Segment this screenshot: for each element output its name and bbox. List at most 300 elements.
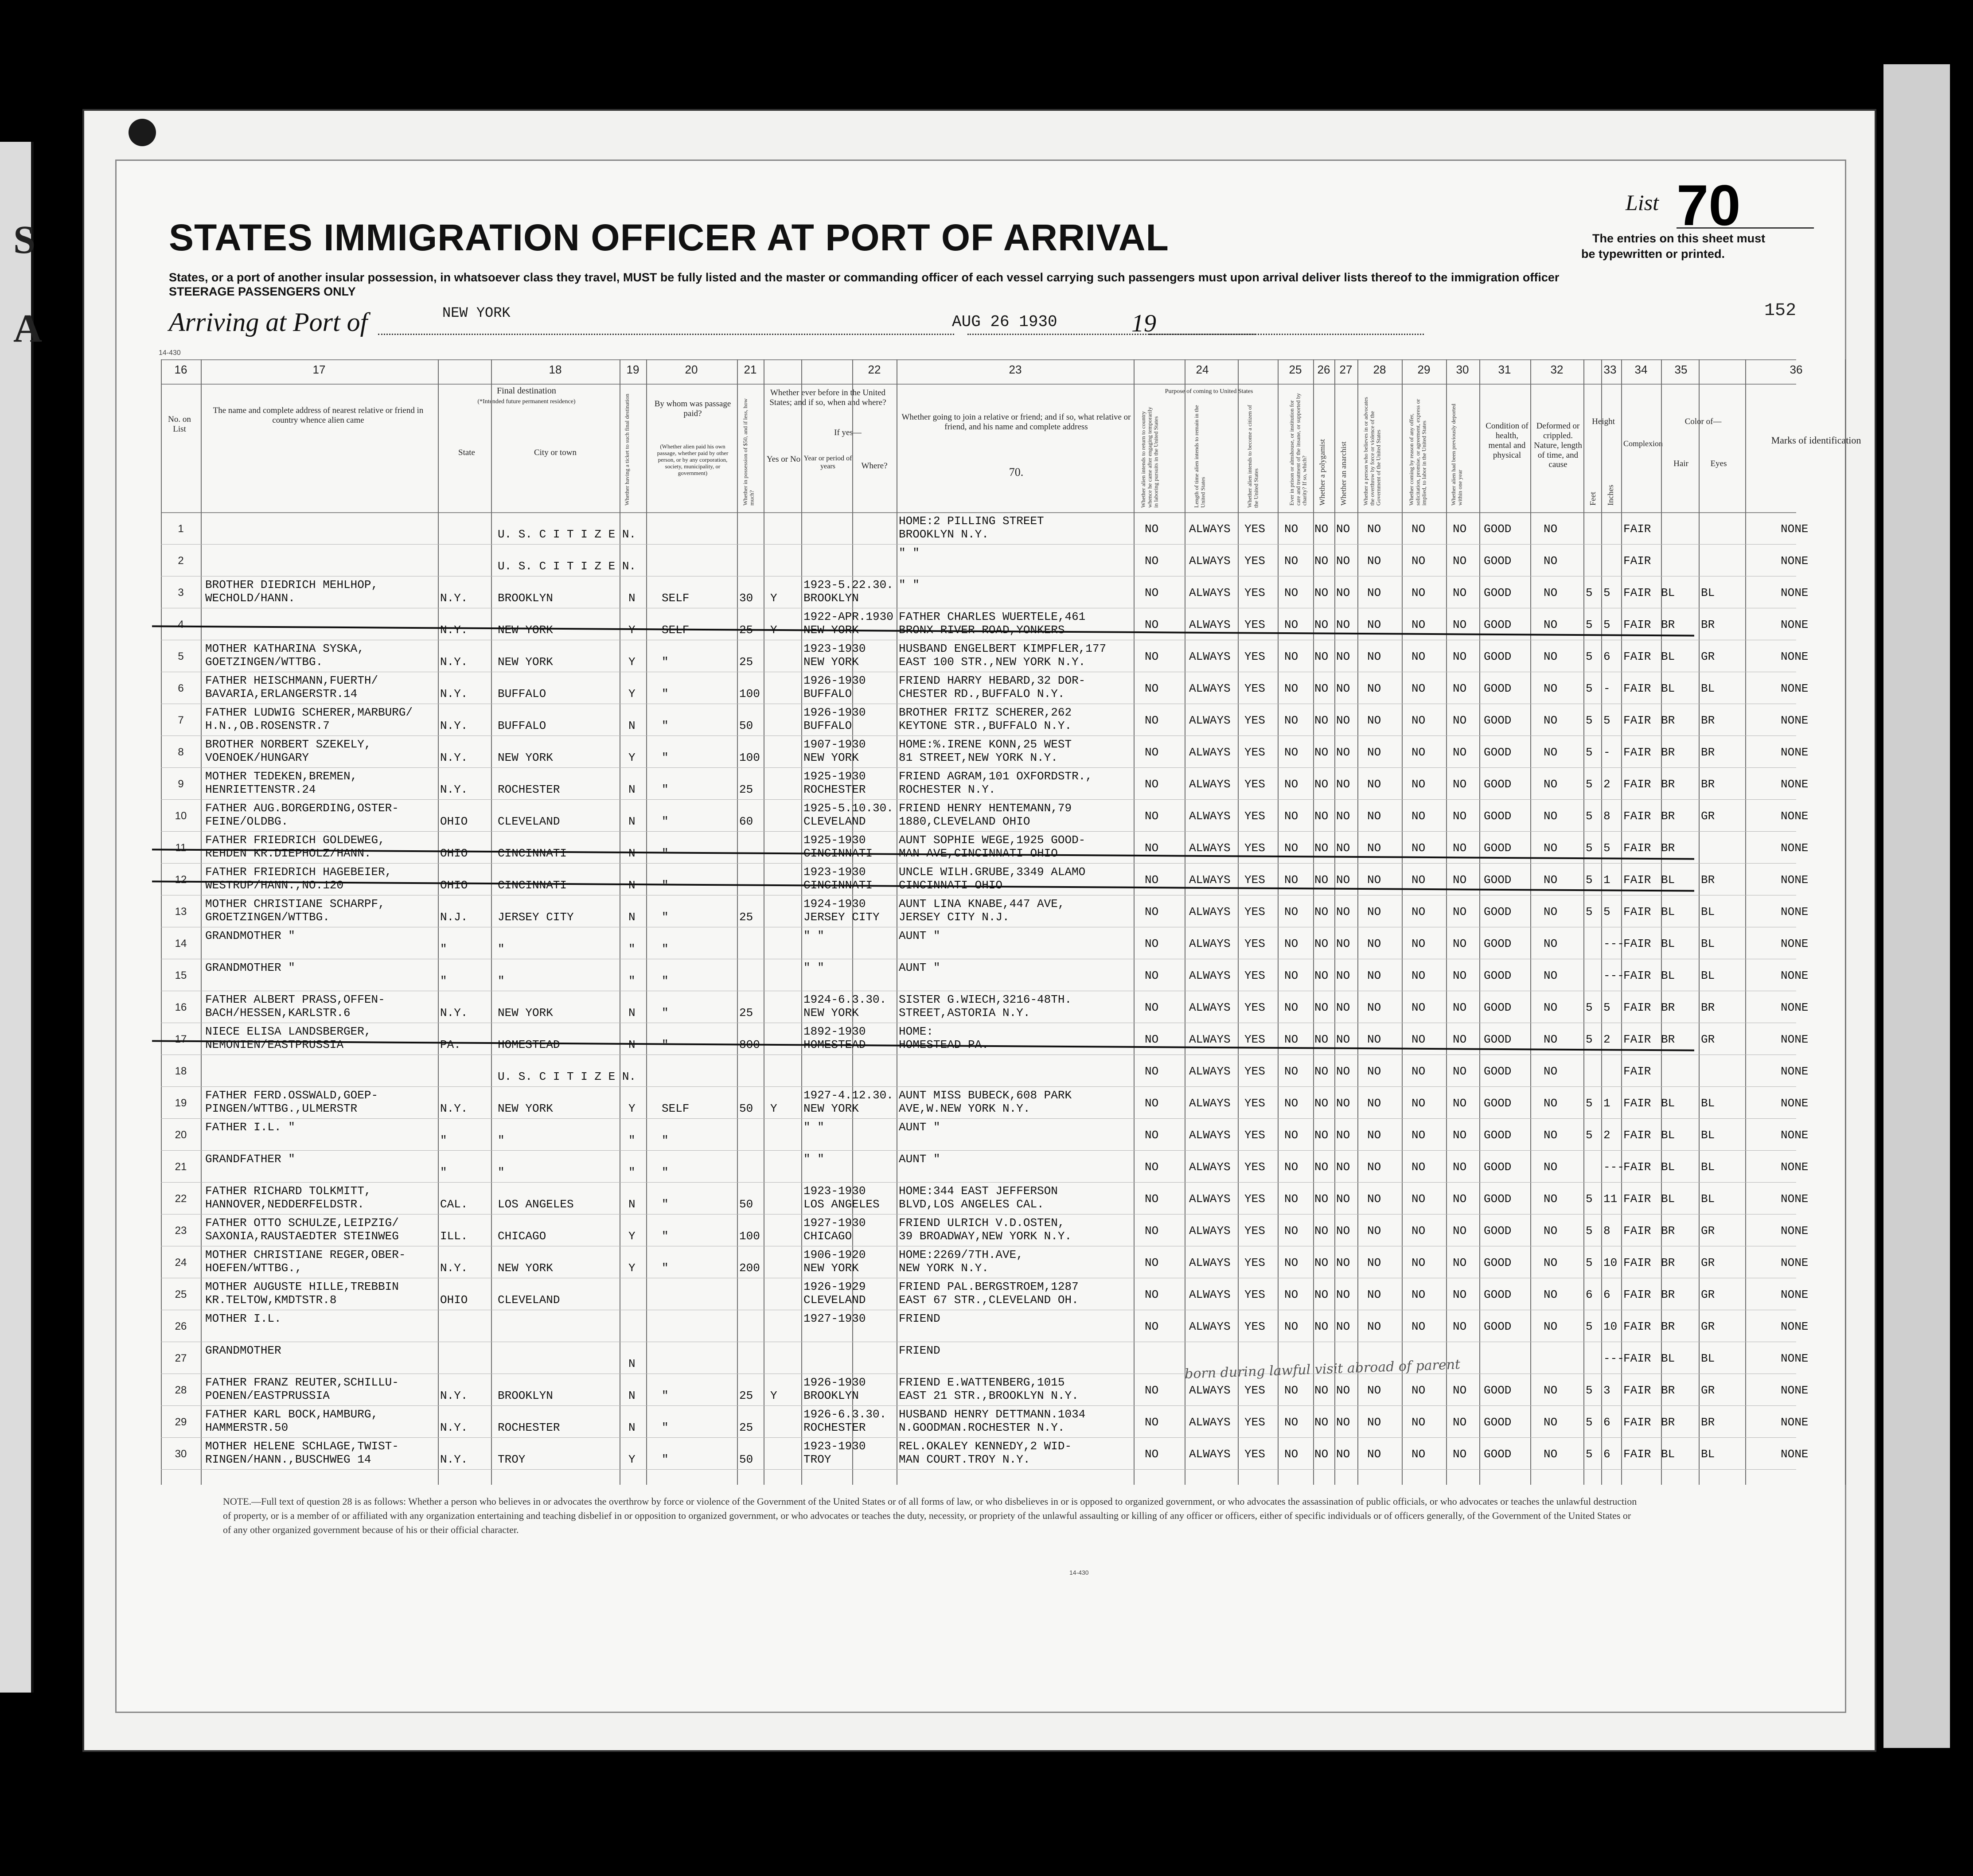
header-joining: Whether going to join a relative or friend; and if so, what relative or friend, and his name and complete address: [901, 413, 1131, 432]
cell-inches: ---: [1603, 1352, 1624, 1365]
cell-state: N.Y.: [440, 623, 468, 637]
cell-ret: NO: [1145, 586, 1159, 599]
cell-length: ALWAYS: [1189, 1320, 1231, 1333]
cell-cit: YES: [1244, 1097, 1265, 1110]
cell-rel1: FATHER AUG.BORGERDING,OSTER-: [205, 802, 399, 815]
header-color-of: Color of—: [1684, 417, 1722, 426]
cell-eyes: BR: [1701, 746, 1715, 759]
cell-rel2: REHDEN KR.DIEPHOLZ/HANN.: [205, 847, 371, 860]
cell-ticket: Y: [628, 1230, 636, 1243]
cell-c26: NO: [1314, 873, 1329, 887]
cell-marks: NONE: [1781, 1320, 1809, 1333]
cell-join2: EAST 67 STR.,CLEVELAND OH.: [899, 1293, 1079, 1307]
cell-c28: NO: [1367, 1160, 1381, 1174]
cell-city: BUFFALO: [498, 719, 546, 732]
column-number: 34: [1634, 363, 1648, 376]
table-row: [161, 1182, 1809, 1214]
cell-yr1: 1923-1930: [803, 642, 866, 655]
cell-money: 25: [739, 1006, 753, 1020]
row-number: 4: [178, 619, 184, 631]
cell-rel1: MOTHER CHRISTIANE SCHARPF,: [205, 897, 385, 911]
cell-health: GOOD: [1484, 586, 1512, 599]
column-number: 26: [1317, 363, 1330, 376]
cell-c27: NO: [1336, 618, 1350, 631]
cell-rel1: FATHER KARL BOCK,HAMBURG,: [205, 1408, 378, 1421]
cell-c28: NO: [1367, 1320, 1381, 1333]
header-purpose-sub: Whether alien intends to become a citizen of the United States: [1246, 405, 1259, 508]
cell-yr1: 1925-1930: [803, 833, 866, 847]
cell-cit: YES: [1244, 554, 1265, 568]
cell-feet: 5: [1586, 905, 1593, 919]
form-class-note: STEERAGE PASSENGERS ONLY: [169, 285, 356, 298]
cell-rel2: H.N.,OB.ROSENSTR.7: [205, 719, 330, 732]
cell-length: ALWAYS: [1189, 1256, 1231, 1269]
cell-paid: ": [662, 879, 669, 892]
cell-c27: NO: [1336, 1129, 1350, 1142]
port-of-arrival: NEW YORK: [442, 305, 511, 321]
cell-length: ALWAYS: [1189, 1065, 1231, 1078]
cell-hair: BR: [1661, 1384, 1675, 1397]
cell-c27: NO: [1336, 1416, 1350, 1429]
cell-paid: SELF: [662, 623, 690, 637]
column-number: 29: [1417, 363, 1431, 376]
cell-c27: NO: [1336, 554, 1350, 568]
cell-join2: EAST 21 STR.,BROOKLYN N.Y.: [899, 1389, 1079, 1402]
cell-deformed: NO: [1544, 682, 1558, 695]
cell-c30: NO: [1453, 746, 1467, 759]
cell-cit: YES: [1244, 810, 1265, 823]
cell-c30: NO: [1453, 810, 1467, 823]
cell-ret: NO: [1145, 1256, 1159, 1269]
cell-join1: FRIEND HENRY HENTEMANN,79: [899, 802, 1072, 815]
cell-feet: 5: [1586, 1097, 1593, 1110]
cell-c26: NO: [1314, 1256, 1329, 1269]
cell-complexion: FAIR: [1623, 1416, 1651, 1429]
cell-hair: BL: [1661, 969, 1675, 982]
cell-c25: NO: [1284, 554, 1298, 568]
cell-c30: NO: [1453, 937, 1467, 950]
cell-eyes: GR: [1701, 810, 1715, 823]
cell-c28: NO: [1367, 682, 1381, 695]
cell-c30: NO: [1453, 1416, 1467, 1429]
cell-join1: HOME:: [899, 1025, 934, 1038]
cell-city: LOS ANGELES: [498, 1198, 574, 1211]
row-number: 15: [175, 969, 187, 981]
cell-yr1: 1926-1929: [803, 1280, 866, 1293]
cell-c30: NO: [1453, 1129, 1467, 1142]
handwritten-annotation: born during lawful visit abroad of parent: [1184, 1357, 1461, 1382]
cell-c25: NO: [1284, 714, 1298, 727]
cell-join2: MAN AVE,CINCINNATI OHIO: [899, 847, 1058, 860]
column-number: 17: [312, 363, 326, 376]
cell-c29: NO: [1412, 1033, 1426, 1046]
cell-c29: NO: [1412, 937, 1426, 950]
cell-join2: CINCINNATI OHIO: [899, 879, 1003, 892]
cell-ret: NO: [1145, 1416, 1159, 1429]
cell-hair: BR: [1661, 1416, 1675, 1429]
cell-length: ALWAYS: [1189, 937, 1231, 950]
row-number: 3: [178, 587, 184, 599]
cell-hair: BL: [1661, 937, 1675, 950]
cell-yr2: BUFFALO: [803, 687, 852, 701]
cell-c27: NO: [1336, 1097, 1350, 1110]
cell-hair: BR: [1661, 1320, 1675, 1333]
cell-rel1: MOTHER I.L.: [205, 1312, 281, 1325]
cell-rel1: BROTHER NORBERT SZEKELY,: [205, 738, 371, 751]
cell-c30: NO: [1453, 1065, 1467, 1078]
cell-ticket: Y: [628, 623, 636, 637]
cell-yn: Y: [770, 1102, 777, 1115]
cell-join1: FATHER CHARLES WUERTELE,461: [899, 610, 1086, 623]
cell-health: GOOD: [1484, 1320, 1512, 1333]
cell-hair: BR: [1661, 1288, 1675, 1301]
cell-c27: NO: [1336, 1320, 1350, 1333]
typewritten-note: be typewritten or printed.: [1581, 247, 1725, 261]
cell-state: N.Y.: [440, 1389, 468, 1402]
cell-state: OHIO: [440, 879, 468, 892]
cell-marks: NONE: [1781, 905, 1809, 919]
cell-city: CINCINNATI: [498, 879, 567, 892]
cell-ret: NO: [1145, 1224, 1159, 1238]
cell-inches: 2: [1603, 778, 1610, 791]
cell-c26: NO: [1314, 1384, 1329, 1397]
cell-ticket: N: [628, 911, 636, 924]
row-number: 6: [178, 682, 184, 694]
cell-length: ALWAYS: [1189, 1097, 1231, 1110]
cell-c28: NO: [1367, 554, 1381, 568]
cell-c28: NO: [1367, 1097, 1381, 1110]
cell-ret: NO: [1145, 682, 1159, 695]
cell-cit: YES: [1244, 1065, 1265, 1078]
column-number: 22: [868, 363, 881, 376]
cell-ticket: ": [628, 942, 636, 956]
cell-cit: YES: [1244, 1001, 1265, 1014]
cell-yr1: 1927-1930: [803, 1312, 866, 1325]
cell-marks: NONE: [1781, 1129, 1809, 1142]
cell-cit: YES: [1244, 1160, 1265, 1174]
cell-health: GOOD: [1484, 554, 1512, 568]
cell-complexion: FAIR: [1623, 1129, 1651, 1142]
cell-city: NEW YORK: [498, 1261, 553, 1275]
cell-inches: ---: [1603, 937, 1624, 950]
cell-deformed: NO: [1544, 1256, 1558, 1269]
cell-c27: NO: [1336, 969, 1350, 982]
cell-c30: NO: [1453, 650, 1467, 663]
table-row: [161, 831, 1809, 863]
cell-feet: 5: [1586, 841, 1593, 855]
cell-join2: AVE,W.NEW YORK N.Y.: [899, 1102, 1030, 1115]
cell-rel2: NEMONIEN/EASTPRUSSIA: [205, 1038, 344, 1051]
adjacent-page-edge-right: [1883, 64, 1950, 1748]
cell-ticket: Y: [628, 1261, 636, 1275]
cell-yr1: 1927-1930: [803, 1216, 866, 1230]
cell-marks: NONE: [1781, 1065, 1809, 1078]
cell-c29: NO: [1412, 522, 1426, 536]
cell-join2: N.GOODMAN.ROCHESTER N.Y.: [899, 1421, 1065, 1434]
cell-state: N.Y.: [440, 751, 468, 764]
cell-complexion: FAIR: [1623, 1001, 1651, 1014]
cell-length: ALWAYS: [1189, 554, 1231, 568]
row-number: 18: [175, 1065, 187, 1077]
column-number: 16: [174, 363, 187, 376]
cell-length: ALWAYS: [1189, 1288, 1231, 1301]
cell-deformed: NO: [1544, 746, 1558, 759]
table-row: [161, 959, 1809, 991]
cell-health: GOOD: [1484, 682, 1512, 695]
cell-complexion: FAIR: [1623, 1160, 1651, 1174]
cell-length: ALWAYS: [1189, 1448, 1231, 1461]
cell-inches: 6: [1603, 1288, 1610, 1301]
cell-paid: ": [662, 974, 669, 988]
column-number: 27: [1339, 363, 1353, 376]
cell-rel1: MOTHER TEDEKEN,BREMEN,: [205, 770, 358, 783]
cell-money: 50: [739, 1453, 753, 1466]
cell-rel2: HANNOVER,NEDDERFELDSTR.: [205, 1198, 364, 1211]
cell-state: N.Y.: [440, 1261, 468, 1275]
cell-c30: NO: [1453, 1001, 1467, 1014]
cell-inches: 5: [1603, 714, 1610, 727]
cell-yr1: 1923-5.22.30.: [803, 578, 893, 592]
cell-inches: 8: [1603, 1224, 1610, 1238]
cell-money: 100: [739, 751, 760, 764]
cell-marks: NONE: [1781, 618, 1809, 631]
header-feet: Feet: [1588, 492, 1597, 506]
column-number: 25: [1289, 363, 1302, 376]
cell-length: ALWAYS: [1189, 1001, 1231, 1014]
cell-yr1: 1926-1930: [803, 674, 866, 687]
cell-yr1: " ": [803, 961, 824, 974]
cell-complexion: FAIR: [1623, 1320, 1651, 1333]
cell-c25: NO: [1284, 1288, 1298, 1301]
cell-eyes: GR: [1701, 1320, 1715, 1333]
header-deformed: Deformed or crippled. Nature, length of time, and cause: [1534, 421, 1582, 470]
cell-rel1: MOTHER AUGUSTE HILLE,TREBBIN: [205, 1280, 399, 1293]
cell-state: N.Y.: [440, 1453, 468, 1466]
cell-city: CINCINNATI: [498, 847, 567, 860]
column-number: 24: [1196, 363, 1209, 376]
cell-rel2: SAXONIA,RAUSTAEDTER STEINWEG: [205, 1230, 399, 1243]
cell-rel1: GRANDFATHER ": [205, 1152, 295, 1166]
cell-length: ALWAYS: [1189, 714, 1231, 727]
cell-hair: BR: [1661, 714, 1675, 727]
cell-c25: NO: [1284, 1129, 1298, 1142]
column-number: 28: [1373, 363, 1386, 376]
cell-join1: AUNT MISS BUBECK,608 PARK: [899, 1089, 1072, 1102]
cell-deformed: NO: [1544, 1065, 1558, 1078]
manifest-sheet: [115, 160, 1861, 1713]
cell-ticket: Y: [628, 687, 636, 701]
header-col-26: Whether a polygamist: [1318, 439, 1326, 506]
cell-feet: 5: [1586, 1384, 1593, 1397]
table-row: [161, 512, 1809, 544]
cell-inches: ---: [1603, 969, 1624, 982]
cell-c26: NO: [1314, 522, 1329, 536]
cell-c27: NO: [1336, 1384, 1350, 1397]
cell-complexion: FAIR: [1623, 1256, 1651, 1269]
cell-hair: BR: [1661, 1256, 1675, 1269]
cell-paid: ": [662, 1389, 669, 1402]
cell-length: ALWAYS: [1189, 618, 1231, 631]
cell-rel2: GOETZINGEN/WTTBG.: [205, 655, 323, 669]
cell-deformed: NO: [1544, 905, 1558, 919]
cell-c26: NO: [1314, 1288, 1329, 1301]
cell-length: ALWAYS: [1189, 586, 1231, 599]
cell-marks: NONE: [1781, 1352, 1809, 1365]
cell-rel1: FATHER FRANZ REUTER,SCHILLU-: [205, 1376, 399, 1389]
cell-join1: FRIEND AGRAM,101 OXFORDSTR.,: [899, 770, 1092, 783]
cell-city: BUFFALO: [498, 687, 546, 701]
cell-ret: NO: [1145, 650, 1159, 663]
cell-complexion: FAIR: [1623, 1192, 1651, 1206]
cell-eyes: BL: [1701, 937, 1715, 950]
cell-yr1: " ": [803, 1121, 824, 1134]
cell-length: ALWAYS: [1189, 682, 1231, 695]
cell-marks: NONE: [1781, 714, 1809, 727]
row-number: 30: [175, 1448, 187, 1460]
cell-city: ROCHESTER: [498, 1421, 560, 1434]
cell-c28: NO: [1367, 969, 1381, 982]
adjacent-page-fragment: S: [13, 218, 36, 262]
column-number: 19: [626, 363, 639, 376]
cell-c30: NO: [1453, 1256, 1467, 1269]
cell-eyes: GR: [1701, 1256, 1715, 1269]
cell-c30: NO: [1453, 1097, 1467, 1110]
cell-c30: NO: [1453, 1033, 1467, 1046]
cell-paid: ": [662, 1421, 669, 1434]
cell-join1: BROTHER FRITZ SCHERER,262: [899, 706, 1072, 719]
cell-c27: NO: [1336, 1160, 1350, 1174]
header-purpose-sub: Whether alien intends to return to country whence he came after engaging temporarily in laboring pursuits in the United States: [1140, 407, 1159, 508]
cell-eyes: GR: [1701, 650, 1715, 663]
punch-hole: [129, 119, 156, 146]
cell-yr2: NEW YORK: [803, 1102, 859, 1115]
cell-health: GOOD: [1484, 778, 1512, 791]
cell-ret: NO: [1145, 554, 1159, 568]
cell-join2: NEW YORK N.Y.: [899, 1261, 989, 1275]
cell-c29: NO: [1412, 554, 1426, 568]
cell-marks: NONE: [1781, 586, 1809, 599]
cell-marks: NONE: [1781, 1160, 1809, 1174]
cell-city: JERSEY CITY: [498, 911, 574, 924]
cell-ticket: N: [628, 783, 636, 796]
cell-inches: 5: [1603, 586, 1610, 599]
header-where: Where?: [861, 461, 888, 471]
cell-eyes: BR: [1701, 873, 1715, 887]
cell-city: U. S. C I T I Z E N.: [498, 528, 636, 541]
cell-ret: NO: [1145, 905, 1159, 919]
cell-health: GOOD: [1484, 1384, 1512, 1397]
cell-join1: HOME:344 EAST JEFFERSON: [899, 1184, 1058, 1198]
cell-yr2: NEW YORK: [803, 751, 859, 764]
cell-yn: Y: [770, 592, 777, 605]
cell-health: GOOD: [1484, 1288, 1512, 1301]
cell-inches: 10: [1603, 1256, 1618, 1269]
cell-deformed: NO: [1544, 1384, 1558, 1397]
cell-cit: YES: [1244, 1416, 1265, 1429]
cell-state: N.J.: [440, 911, 468, 924]
cell-c26: NO: [1314, 841, 1329, 855]
cell-health: GOOD: [1484, 714, 1512, 727]
cell-rel1: MOTHER CHRISTIANE REGER,OBER-: [205, 1248, 406, 1261]
header-marks: Marks of identification: [1771, 435, 1861, 446]
form-title: STATES IMMIGRATION OFFICER AT PORT OF ARRIVAL: [169, 217, 1169, 258]
cell-c28: NO: [1367, 1384, 1381, 1397]
cell-c26: NO: [1314, 810, 1329, 823]
arriving-label: Arriving at Port of: [169, 307, 368, 337]
cell-deformed: NO: [1544, 1448, 1558, 1461]
cell-deformed: NO: [1544, 841, 1558, 855]
column-number: 18: [549, 363, 562, 376]
cell-c27: NO: [1336, 841, 1350, 855]
cell-c25: NO: [1284, 905, 1298, 919]
cell-complexion: FAIR: [1623, 873, 1651, 887]
cell-c29: NO: [1412, 1416, 1426, 1429]
table-row: [161, 1310, 1809, 1342]
cell-rel2: BAVARIA,ERLANGERSTR.14: [205, 687, 358, 701]
cell-deformed: NO: [1544, 1097, 1558, 1110]
table-row: [161, 767, 1809, 799]
cell-city: ROCHESTER: [498, 783, 560, 796]
cell-c29: NO: [1412, 1384, 1426, 1397]
cell-cit: YES: [1244, 682, 1265, 695]
cell-length: ALWAYS: [1189, 1416, 1231, 1429]
cell-hair: BL: [1661, 586, 1675, 599]
cell-hair: BL: [1661, 1129, 1675, 1142]
cell-c26: NO: [1314, 650, 1329, 663]
table-row: [161, 1246, 1809, 1278]
cell-city: ": [498, 1134, 505, 1147]
cell-state: ": [440, 1166, 447, 1179]
cell-inches: 5: [1603, 1001, 1610, 1014]
cell-c26: NO: [1314, 937, 1329, 950]
header-inches: Inches: [1606, 485, 1615, 506]
table-row: [161, 1150, 1809, 1182]
cell-c30: NO: [1453, 1384, 1467, 1397]
cell-feet: 5: [1586, 778, 1593, 791]
cell-money: 30: [739, 592, 753, 605]
cell-state: N.Y.: [440, 655, 468, 669]
cell-c28: NO: [1367, 841, 1381, 855]
cell-yr1: 1922-APR.1930: [803, 610, 893, 623]
cell-c27: NO: [1336, 937, 1350, 950]
cell-c29: NO: [1412, 714, 1426, 727]
manifest-table: [161, 359, 1861, 1485]
cell-cit: YES: [1244, 1256, 1265, 1269]
cell-complexion: FAIR: [1623, 746, 1651, 759]
cell-marks: NONE: [1781, 1384, 1809, 1397]
cell-c30: NO: [1453, 969, 1467, 982]
cell-hair: BL: [1661, 873, 1675, 887]
cell-c30: NO: [1453, 682, 1467, 695]
cell-c29: NO: [1412, 1129, 1426, 1142]
cell-feet: 5: [1586, 1256, 1593, 1269]
cell-c29: NO: [1412, 1288, 1426, 1301]
cell-rel2: HAMMERSTR.50: [205, 1421, 289, 1434]
cell-ticket: Y: [628, 1102, 636, 1115]
cell-paid: ": [662, 847, 669, 860]
cell-c27: NO: [1336, 746, 1350, 759]
cell-join2: JERSEY CITY N.J.: [899, 911, 1010, 924]
cell-yr1: 1892-1930: [803, 1025, 866, 1038]
table-row: [161, 1437, 1809, 1469]
cell-rel1: FATHER ALBERT PRASS,OFFEN-: [205, 993, 385, 1006]
cell-c26: NO: [1314, 1033, 1329, 1046]
header-passage-note: (Whether alien paid his own passage, whether paid by other person, or by any corporation, society, municipality, or government): [657, 443, 729, 476]
cell-cit: YES: [1244, 714, 1265, 727]
cell-deformed: NO: [1544, 873, 1558, 887]
cell-yr2: CINCINNATI: [803, 847, 873, 860]
cell-hair: BL: [1661, 1448, 1675, 1461]
